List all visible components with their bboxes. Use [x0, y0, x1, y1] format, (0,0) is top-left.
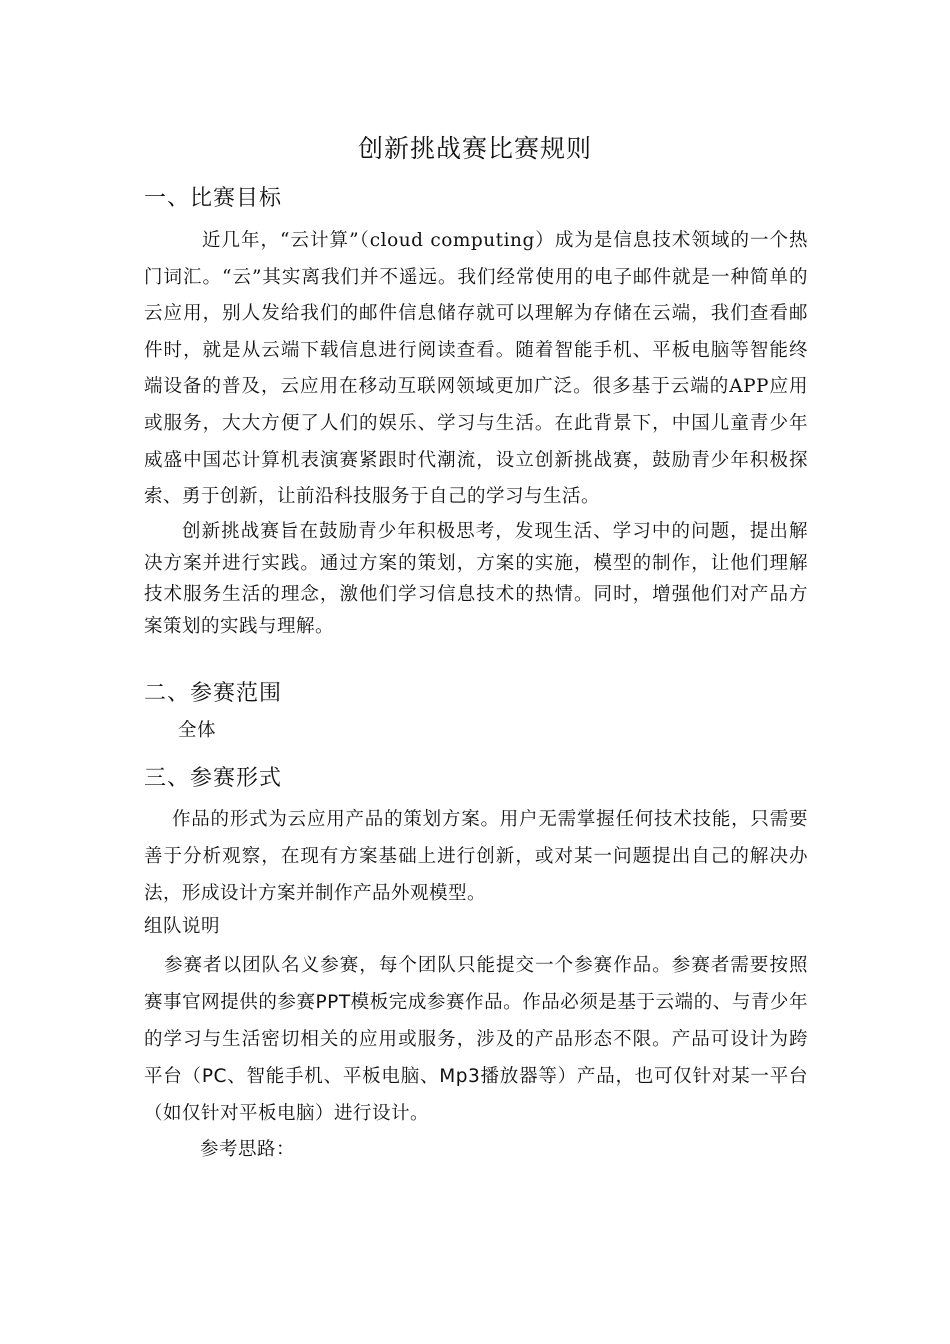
team-paragraph: 参赛者以团队名义参赛，每个团队只能提交一个参赛作品。参赛者需要按照赛事官网提供的参赛PPT模板完成参赛作品。作品必须是基于云端的、与青少年的学习与生活密切相关的应用或服务，涉及的产品形态不限。产品可设计为跨平台（PC、智能手机、平板电脑、Mp3播放器等）产品，也可仅针对某一平台（如仅针对平板电脑）进行设计。 — [144, 955, 808, 1124]
format-paragraph-1: 作品的形式为云应用产品的策划方案。用户无需掌握任何技术技能，只需要善于分析观察，在现有方案基础上进行创新，或对某一问题提出自己的解决办法，形成设计方案并制作产品外观模型。 — [144, 809, 808, 904]
section-heading-format: 三、参赛形式 — [144, 766, 283, 791]
section-heading-scope: 二、参赛范围 — [144, 681, 283, 706]
scope-text: 全体 — [178, 720, 217, 741]
section-heading-goal: 一、比赛目标 — [144, 186, 283, 211]
goal-paragraph-2: 创新挑战赛旨在鼓励青少年积极思考，发现生活、学习中的问题，提出解决方案并进行实践。通过方案的策划，方案的实施，模型的制作，让他们理解技术服务生活的理念，激他们学习信息技术的热情。同时，增强他们对产品方案策划的实践与理解。 — [144, 521, 808, 637]
page-title: 创新挑战赛比赛规则 — [357, 134, 592, 163]
reference-label: 参考思路： — [200, 1139, 296, 1160]
goal-paragraph-1: 近几年，“云计算”（cloud computing）成为是信息技术领域的一个热门词汇。“云”其实离我们并不遥远。我们经常使用的电子邮件就是一种简单的云应用，别人发给我们的邮件信息储存就可以理解为存储在云端，我们查看邮件时，就是从云端下载信息进行阅读查看。随着智能手机、平板电脑等智能终端设备的普及，云应用在移动互联网领域更加广泛。很多基于云端的APP应用或服务，大大方便了人们的娱乐、学习与生活。在此背景下，中国儿童青少年威盛中国芯计算机表演赛紧跟时代潮流，设立创新挑战赛，鼓励青少年积极探索、勇于创新，让前沿科技服务于自己的学习与生活。 — [144, 230, 808, 508]
team-label: 组队说明 — [144, 916, 221, 937]
